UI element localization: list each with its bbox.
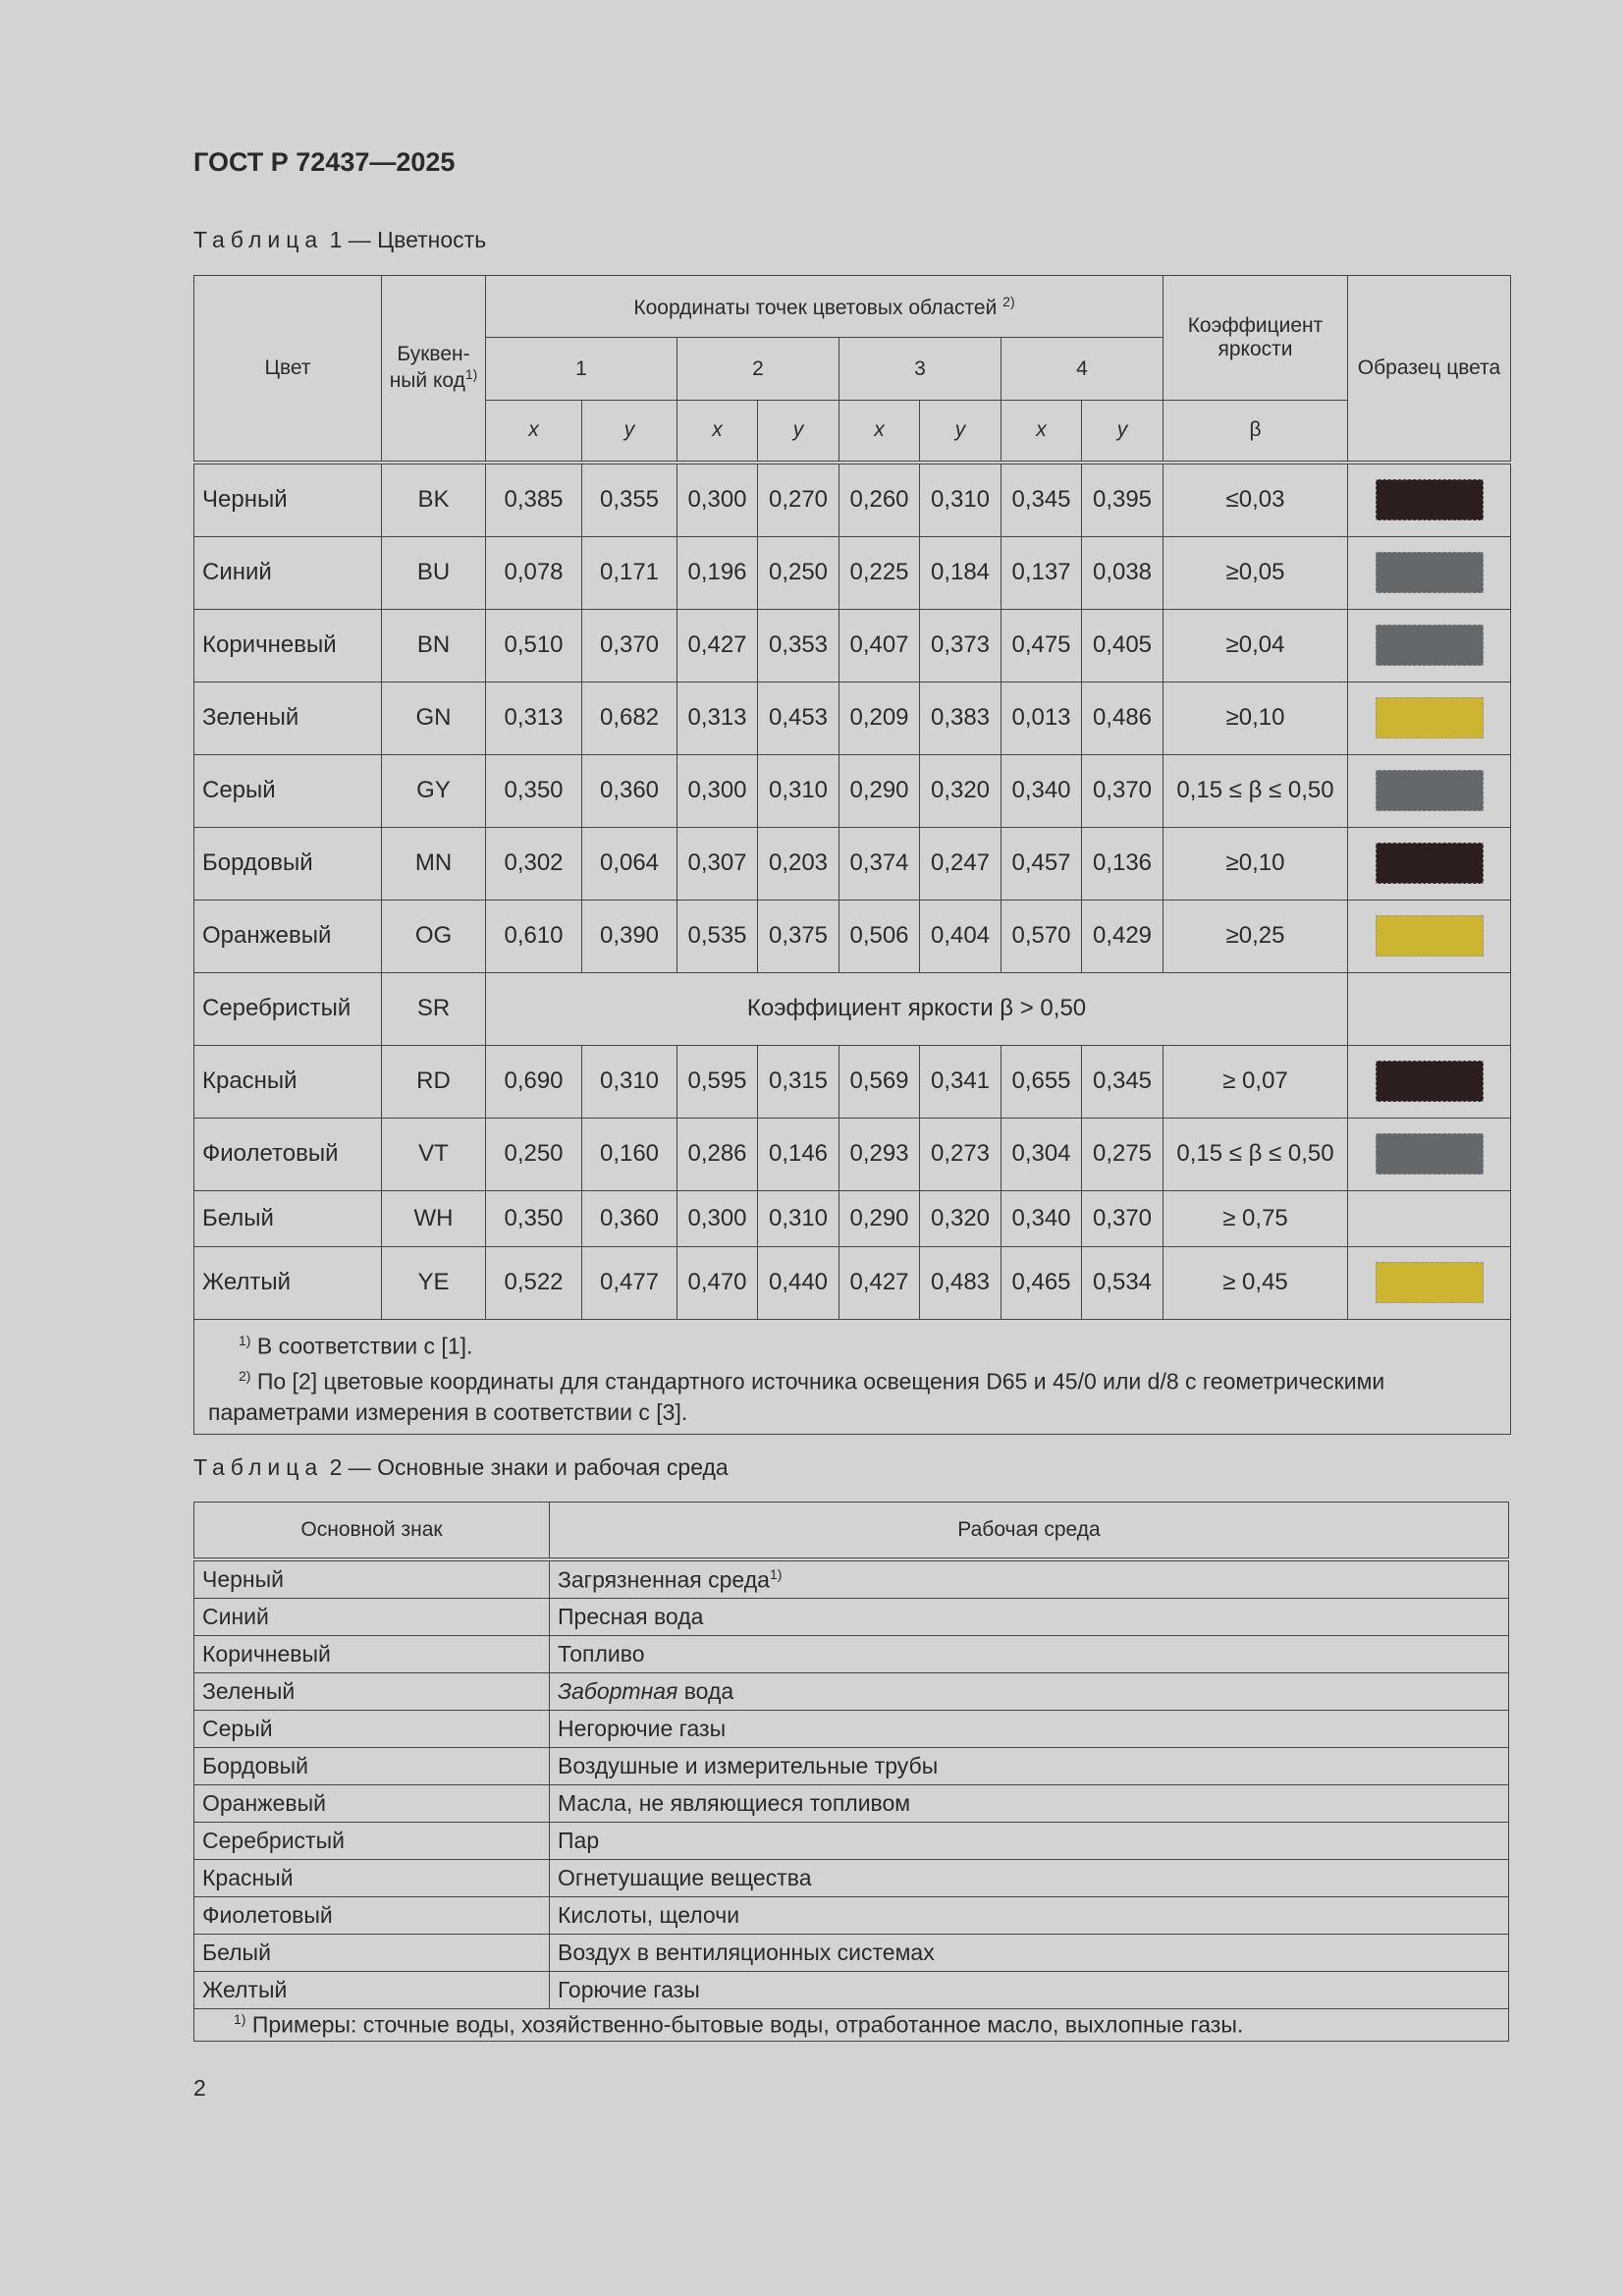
coordinate-cell: 0,184 xyxy=(920,536,1001,609)
table1-caption-title: 1 — Цветность xyxy=(323,227,487,252)
document-id: ГОСТ Р 72437—2025 xyxy=(193,147,456,177)
color-code-cell: SR xyxy=(382,972,486,1045)
brightness-cell: ≥0,10 xyxy=(1163,682,1348,754)
table-row xyxy=(194,1972,1509,2009)
footnote-marker: 1) xyxy=(234,2011,246,2028)
coordinate-cell: 0,350 xyxy=(486,754,582,827)
table-row xyxy=(194,1559,1509,1599)
color-swatch xyxy=(1376,625,1484,666)
coordinate-cell: 0,477 xyxy=(582,1246,677,1319)
header-code-footnote: 1) xyxy=(464,366,478,383)
sign-cell: Синий xyxy=(194,1599,550,1636)
header-point-1: 1 xyxy=(486,338,677,401)
color-swatch xyxy=(1376,479,1484,520)
coordinate-cell: 0,405 xyxy=(1082,609,1163,682)
coordinate-cell: 0,534 xyxy=(1082,1246,1163,1319)
color-swatch xyxy=(1376,843,1484,884)
coordinate-cell: 0,486 xyxy=(1082,682,1163,754)
coordinate-cell: 0,535 xyxy=(677,900,758,972)
coordinate-cell: 0,373 xyxy=(920,609,1001,682)
table-row xyxy=(194,1748,1509,1785)
coordinate-cell: 0,310 xyxy=(758,754,839,827)
table1-caption-word: Таблица xyxy=(193,227,324,252)
medium-text: Масла, не являющиеся топливом xyxy=(558,1790,911,1816)
coordinate-cell: 0,470 xyxy=(677,1246,758,1319)
header-color: Цвет xyxy=(194,276,382,463)
color-code-cell: RD xyxy=(382,1045,486,1118)
coordinate-cell: 0,300 xyxy=(677,1190,758,1246)
sign-cell: Белый xyxy=(194,1935,550,1972)
brightness-cell: ≥0,10 xyxy=(1163,827,1348,900)
sign-cell: Оранжевый xyxy=(194,1785,550,1823)
sign-cell: Красный xyxy=(194,1860,550,1897)
table-row xyxy=(194,1246,1511,1319)
color-code-cell: GN xyxy=(382,682,486,754)
color-name-cell: Фиолетовый xyxy=(194,1118,382,1190)
table2-footnote xyxy=(194,2009,1509,2042)
table-row xyxy=(194,972,1511,1045)
note-text: По [2] цветовые координаты для стандартного источника освещения D65 и 45/0 или d/8 с геометрическими параметрами измерения в соответствии с [3]. xyxy=(208,1368,1385,1425)
coordinate-cell: 0,320 xyxy=(920,1190,1001,1246)
header-y: y xyxy=(582,401,677,463)
medium-cell xyxy=(550,1673,1509,1711)
table-row xyxy=(194,1045,1511,1118)
medium-text: Негорючие газы xyxy=(558,1716,727,1741)
color-name-cell: Синий xyxy=(194,536,382,609)
table-row xyxy=(194,1935,1509,1972)
medium-italic-text: Забортная xyxy=(558,1678,678,1704)
coordinate-cell: 0,610 xyxy=(486,900,582,972)
chromaticity-table xyxy=(193,275,1511,1435)
header-coordinates-label: Координаты точек цветовых областей xyxy=(633,296,998,319)
coordinate-cell: 0,310 xyxy=(582,1045,677,1118)
table-row xyxy=(194,754,1511,827)
color-code-cell: OG xyxy=(382,900,486,972)
brightness-cell: 0,15 ≤ β ≤ 0,50 xyxy=(1163,754,1348,827)
coordinate-cell: 0,260 xyxy=(839,463,920,537)
color-swatch xyxy=(1376,1262,1484,1303)
coordinate-cell: 0,682 xyxy=(582,682,677,754)
coordinate-cell: 0,350 xyxy=(486,1190,582,1246)
color-name-cell: Красный xyxy=(194,1045,382,1118)
header-x: x xyxy=(486,401,582,463)
brightness-cell: ≥ 0,07 xyxy=(1163,1045,1348,1118)
coordinate-cell: 0,250 xyxy=(486,1118,582,1190)
coordinate-cell: 0,453 xyxy=(758,682,839,754)
sign-cell: Зеленый xyxy=(194,1673,550,1711)
table1-notes xyxy=(194,1319,1511,1434)
header-coordinates xyxy=(486,276,1163,338)
color-name-cell: Серый xyxy=(194,754,382,827)
header-sample: Образец цвета xyxy=(1348,276,1511,463)
sign-cell: Коричневый xyxy=(194,1636,550,1673)
coordinate-cell: 0,203 xyxy=(758,827,839,900)
header-sign: Основной знак xyxy=(194,1503,550,1560)
medium-cell xyxy=(550,1748,1509,1785)
color-swatch xyxy=(1376,1061,1484,1102)
color-swatch xyxy=(1376,915,1484,957)
medium-cell xyxy=(550,1972,1509,2009)
header-medium: Рабочая среда xyxy=(550,1503,1509,1560)
medium-cell xyxy=(550,1897,1509,1935)
medium-cell xyxy=(550,1636,1509,1673)
color-name-cell: Оранжевый xyxy=(194,900,382,972)
coordinate-cell: 0,429 xyxy=(1082,900,1163,972)
medium-text: Огнетушащие вещества xyxy=(558,1865,812,1890)
color-name-cell: Белый xyxy=(194,1190,382,1246)
coordinate-cell: 0,506 xyxy=(839,900,920,972)
coordinate-cell: 0,300 xyxy=(677,754,758,827)
table-row xyxy=(194,1118,1511,1190)
coordinate-cell: 0,375 xyxy=(758,900,839,972)
sample-cell xyxy=(1348,972,1511,1045)
color-code-cell: BN xyxy=(382,609,486,682)
color-swatch xyxy=(1376,552,1484,593)
table2-caption xyxy=(193,1454,729,1481)
coordinate-cell: 0,690 xyxy=(486,1045,582,1118)
coordinate-cell: 0,320 xyxy=(920,754,1001,827)
table-row xyxy=(194,682,1511,754)
table-row xyxy=(194,827,1511,900)
sign-cell: Желтый xyxy=(194,1972,550,2009)
color-swatch xyxy=(1376,697,1484,738)
table-row xyxy=(194,609,1511,682)
table-row xyxy=(194,900,1511,972)
header-brightness: Коэффициент яркости xyxy=(1163,276,1348,401)
brightness-cell: ≥0,25 xyxy=(1163,900,1348,972)
coordinate-cell: 0,570 xyxy=(1001,900,1082,972)
header-point-4: 4 xyxy=(1001,338,1163,401)
coordinate-cell: 0,247 xyxy=(920,827,1001,900)
brightness-cell: ≤0,03 xyxy=(1163,463,1348,537)
coordinate-cell: 0,304 xyxy=(1001,1118,1082,1190)
coordinate-cell: 0,427 xyxy=(677,609,758,682)
table-row xyxy=(194,1785,1509,1823)
color-name-cell: Коричневый xyxy=(194,609,382,682)
header-y: y xyxy=(920,401,1001,463)
coordinate-cell: 0,465 xyxy=(1001,1246,1082,1319)
coordinate-cell: 0,313 xyxy=(486,682,582,754)
medium-cell xyxy=(550,1935,1509,1972)
coordinate-cell: 0,374 xyxy=(839,827,920,900)
color-code-cell: BU xyxy=(382,536,486,609)
coordinate-cell: 0,370 xyxy=(582,609,677,682)
coordinate-cell: 0,340 xyxy=(1001,1190,1082,1246)
coordinate-cell: 0,225 xyxy=(839,536,920,609)
page-number: 2 xyxy=(193,2075,206,2101)
table-row xyxy=(194,1823,1509,1860)
coordinate-cell: 0,286 xyxy=(677,1118,758,1190)
table2-caption-word: Таблица xyxy=(193,1454,324,1480)
brightness-cell: ≥0,04 xyxy=(1163,609,1348,682)
coordinate-cell: 0,300 xyxy=(677,463,758,537)
color-code-cell: YE xyxy=(382,1246,486,1319)
footnote-marker: 1) xyxy=(769,1565,783,1582)
coordinate-cell: 0,390 xyxy=(582,900,677,972)
coordinate-cell: 0,440 xyxy=(758,1246,839,1319)
medium-cell xyxy=(550,1785,1509,1823)
table1-note-1 xyxy=(208,1326,1496,1362)
coordinate-cell: 0,341 xyxy=(920,1045,1001,1118)
table-row xyxy=(194,1897,1509,1935)
coordinate-cell: 0,569 xyxy=(839,1045,920,1118)
medium-text: Воздушные и измерительные трубы xyxy=(558,1753,939,1778)
sample-cell xyxy=(1348,1190,1511,1246)
color-code-cell: VT xyxy=(382,1118,486,1190)
sign-cell: Бордовый xyxy=(194,1748,550,1785)
note-marker: 2) xyxy=(239,1368,251,1385)
color-code-cell: BK xyxy=(382,463,486,537)
brightness-cell: ≥ 0,45 xyxy=(1163,1246,1348,1319)
coordinate-cell: 0,160 xyxy=(582,1118,677,1190)
coordinate-cell: 0,345 xyxy=(1082,1045,1163,1118)
table-row xyxy=(194,1860,1509,1897)
brightness-cell: ≥0,05 xyxy=(1163,536,1348,609)
coordinate-cell: 0,395 xyxy=(1082,463,1163,537)
sample-cell xyxy=(1348,463,1511,537)
header-point-3: 3 xyxy=(839,338,1001,401)
table1-note-2 xyxy=(208,1361,1496,1428)
coordinate-cell: 0,137 xyxy=(1001,536,1082,609)
sign-cell: Серебристый xyxy=(194,1823,550,1860)
medium-text: вода xyxy=(677,1678,734,1704)
note-text: В соответствии с [1]. xyxy=(250,1333,473,1359)
coordinate-cell: 0,250 xyxy=(758,536,839,609)
coordinate-cell: 0,483 xyxy=(920,1246,1001,1319)
coordinate-cell: 0,013 xyxy=(1001,682,1082,754)
footnote-text: Примеры: сточные воды, хозяйственно-бытовые воды, отработанное масло, выхлопные газы. xyxy=(245,2011,1244,2038)
coordinate-cell: 0,383 xyxy=(920,682,1001,754)
coordinate-cell: 0,038 xyxy=(1082,536,1163,609)
color-code-cell: GY xyxy=(382,754,486,827)
coordinate-cell: 0,293 xyxy=(839,1118,920,1190)
signs-medium-table xyxy=(193,1502,1509,2042)
coordinate-cell: 0,146 xyxy=(758,1118,839,1190)
coordinate-cell: 0,270 xyxy=(758,463,839,537)
brightness-cell: 0,15 ≤ β ≤ 0,50 xyxy=(1163,1118,1348,1190)
medium-text: Воздух в вентиляционных системах xyxy=(558,1940,935,1965)
sign-cell: Серый xyxy=(194,1711,550,1748)
sample-cell xyxy=(1348,536,1511,609)
coordinate-cell: 0,340 xyxy=(1001,754,1082,827)
medium-cell xyxy=(550,1559,1509,1599)
coordinate-cell: 0,310 xyxy=(758,1190,839,1246)
color-code-cell: WH xyxy=(382,1190,486,1246)
coordinate-cell: 0,427 xyxy=(839,1246,920,1319)
coordinate-cell: 0,522 xyxy=(486,1246,582,1319)
coordinate-cell: 0,302 xyxy=(486,827,582,900)
sample-cell xyxy=(1348,827,1511,900)
medium-cell xyxy=(550,1711,1509,1748)
color-name-cell: Бордовый xyxy=(194,827,382,900)
coordinate-cell: 0,064 xyxy=(582,827,677,900)
medium-cell xyxy=(550,1860,1509,1897)
header-y: y xyxy=(1082,401,1163,463)
medium-text: Топливо xyxy=(558,1641,645,1667)
medium-cell xyxy=(550,1823,1509,1860)
color-name-cell: Желтый xyxy=(194,1246,382,1319)
coordinate-cell: 0,273 xyxy=(920,1118,1001,1190)
header-coordinates-footnote: 2) xyxy=(1002,293,1015,309)
coordinate-cell: 0,353 xyxy=(758,609,839,682)
coordinate-cell: 0,310 xyxy=(920,463,1001,537)
coordinate-cell: 0,475 xyxy=(1001,609,1082,682)
color-name-cell: Черный xyxy=(194,463,382,537)
coordinate-cell: 0,355 xyxy=(582,463,677,537)
coordinate-cell: 0,290 xyxy=(839,754,920,827)
medium-text: Пар xyxy=(558,1828,600,1853)
coordinate-cell: 0,171 xyxy=(582,536,677,609)
coordinate-cell: 0,510 xyxy=(486,609,582,682)
table-row xyxy=(194,1599,1509,1636)
table-row xyxy=(194,536,1511,609)
sample-cell xyxy=(1348,682,1511,754)
header-x: x xyxy=(1001,401,1082,463)
coordinate-cell: 0,078 xyxy=(486,536,582,609)
header-x: x xyxy=(677,401,758,463)
color-name-cell: Серебристый xyxy=(194,972,382,1045)
sample-cell xyxy=(1348,609,1511,682)
color-code-cell: MN xyxy=(382,827,486,900)
note-marker: 1) xyxy=(239,1332,251,1348)
header-code-label: Буквен-ный код xyxy=(389,343,470,393)
coordinate-cell: 0,136 xyxy=(1082,827,1163,900)
coordinate-cell: 0,404 xyxy=(920,900,1001,972)
coordinate-cell: 0,345 xyxy=(1001,463,1082,537)
medium-text: Кислоты, щелочи xyxy=(558,1902,740,1928)
table-row xyxy=(194,1190,1511,1246)
coordinate-cell: 0,307 xyxy=(677,827,758,900)
coordinate-cell: 0,360 xyxy=(582,754,677,827)
medium-text: Загрязненная среда xyxy=(558,1566,770,1593)
coordinate-cell: 0,275 xyxy=(1082,1118,1163,1190)
merged-brightness-cell: Коэффициент яркости β > 0,50 xyxy=(486,972,1348,1045)
sample-cell xyxy=(1348,1045,1511,1118)
coordinate-cell: 0,385 xyxy=(486,463,582,537)
coordinate-cell: 0,196 xyxy=(677,536,758,609)
coordinate-cell: 0,370 xyxy=(1082,754,1163,827)
sample-cell xyxy=(1348,1246,1511,1319)
sample-cell xyxy=(1348,900,1511,972)
sample-cell xyxy=(1348,1118,1511,1190)
table1-caption xyxy=(193,227,486,253)
sample-cell xyxy=(1348,754,1511,827)
sign-cell: Черный xyxy=(194,1559,550,1599)
coordinate-cell: 0,360 xyxy=(582,1190,677,1246)
table-row xyxy=(194,1711,1509,1748)
coordinate-cell: 0,315 xyxy=(758,1045,839,1118)
header-point-2: 2 xyxy=(677,338,839,401)
coordinate-cell: 0,290 xyxy=(839,1190,920,1246)
coordinate-cell: 0,457 xyxy=(1001,827,1082,900)
table-row xyxy=(194,1673,1509,1711)
medium-text: Пресная вода xyxy=(558,1604,704,1629)
coordinate-cell: 0,655 xyxy=(1001,1045,1082,1118)
table2-caption-title: 2 — Основные знаки и рабочая среда xyxy=(323,1454,729,1480)
header-code xyxy=(382,276,486,463)
table-row xyxy=(194,463,1511,537)
coordinate-cell: 0,595 xyxy=(677,1045,758,1118)
color-swatch xyxy=(1376,1133,1484,1175)
header-beta: β xyxy=(1163,401,1348,463)
coordinate-cell: 0,209 xyxy=(839,682,920,754)
color-swatch xyxy=(1376,770,1484,811)
coordinate-cell: 0,370 xyxy=(1082,1190,1163,1246)
header-y: y xyxy=(758,401,839,463)
header-x: x xyxy=(839,401,920,463)
coordinate-cell: 0,313 xyxy=(677,682,758,754)
coordinate-cell: 0,407 xyxy=(839,609,920,682)
medium-cell xyxy=(550,1599,1509,1636)
table-row xyxy=(194,1636,1509,1673)
medium-text: Горючие газы xyxy=(558,1977,700,2002)
color-name-cell: Зеленый xyxy=(194,682,382,754)
sign-cell: Фиолетовый xyxy=(194,1897,550,1935)
brightness-cell: ≥ 0,75 xyxy=(1163,1190,1348,1246)
